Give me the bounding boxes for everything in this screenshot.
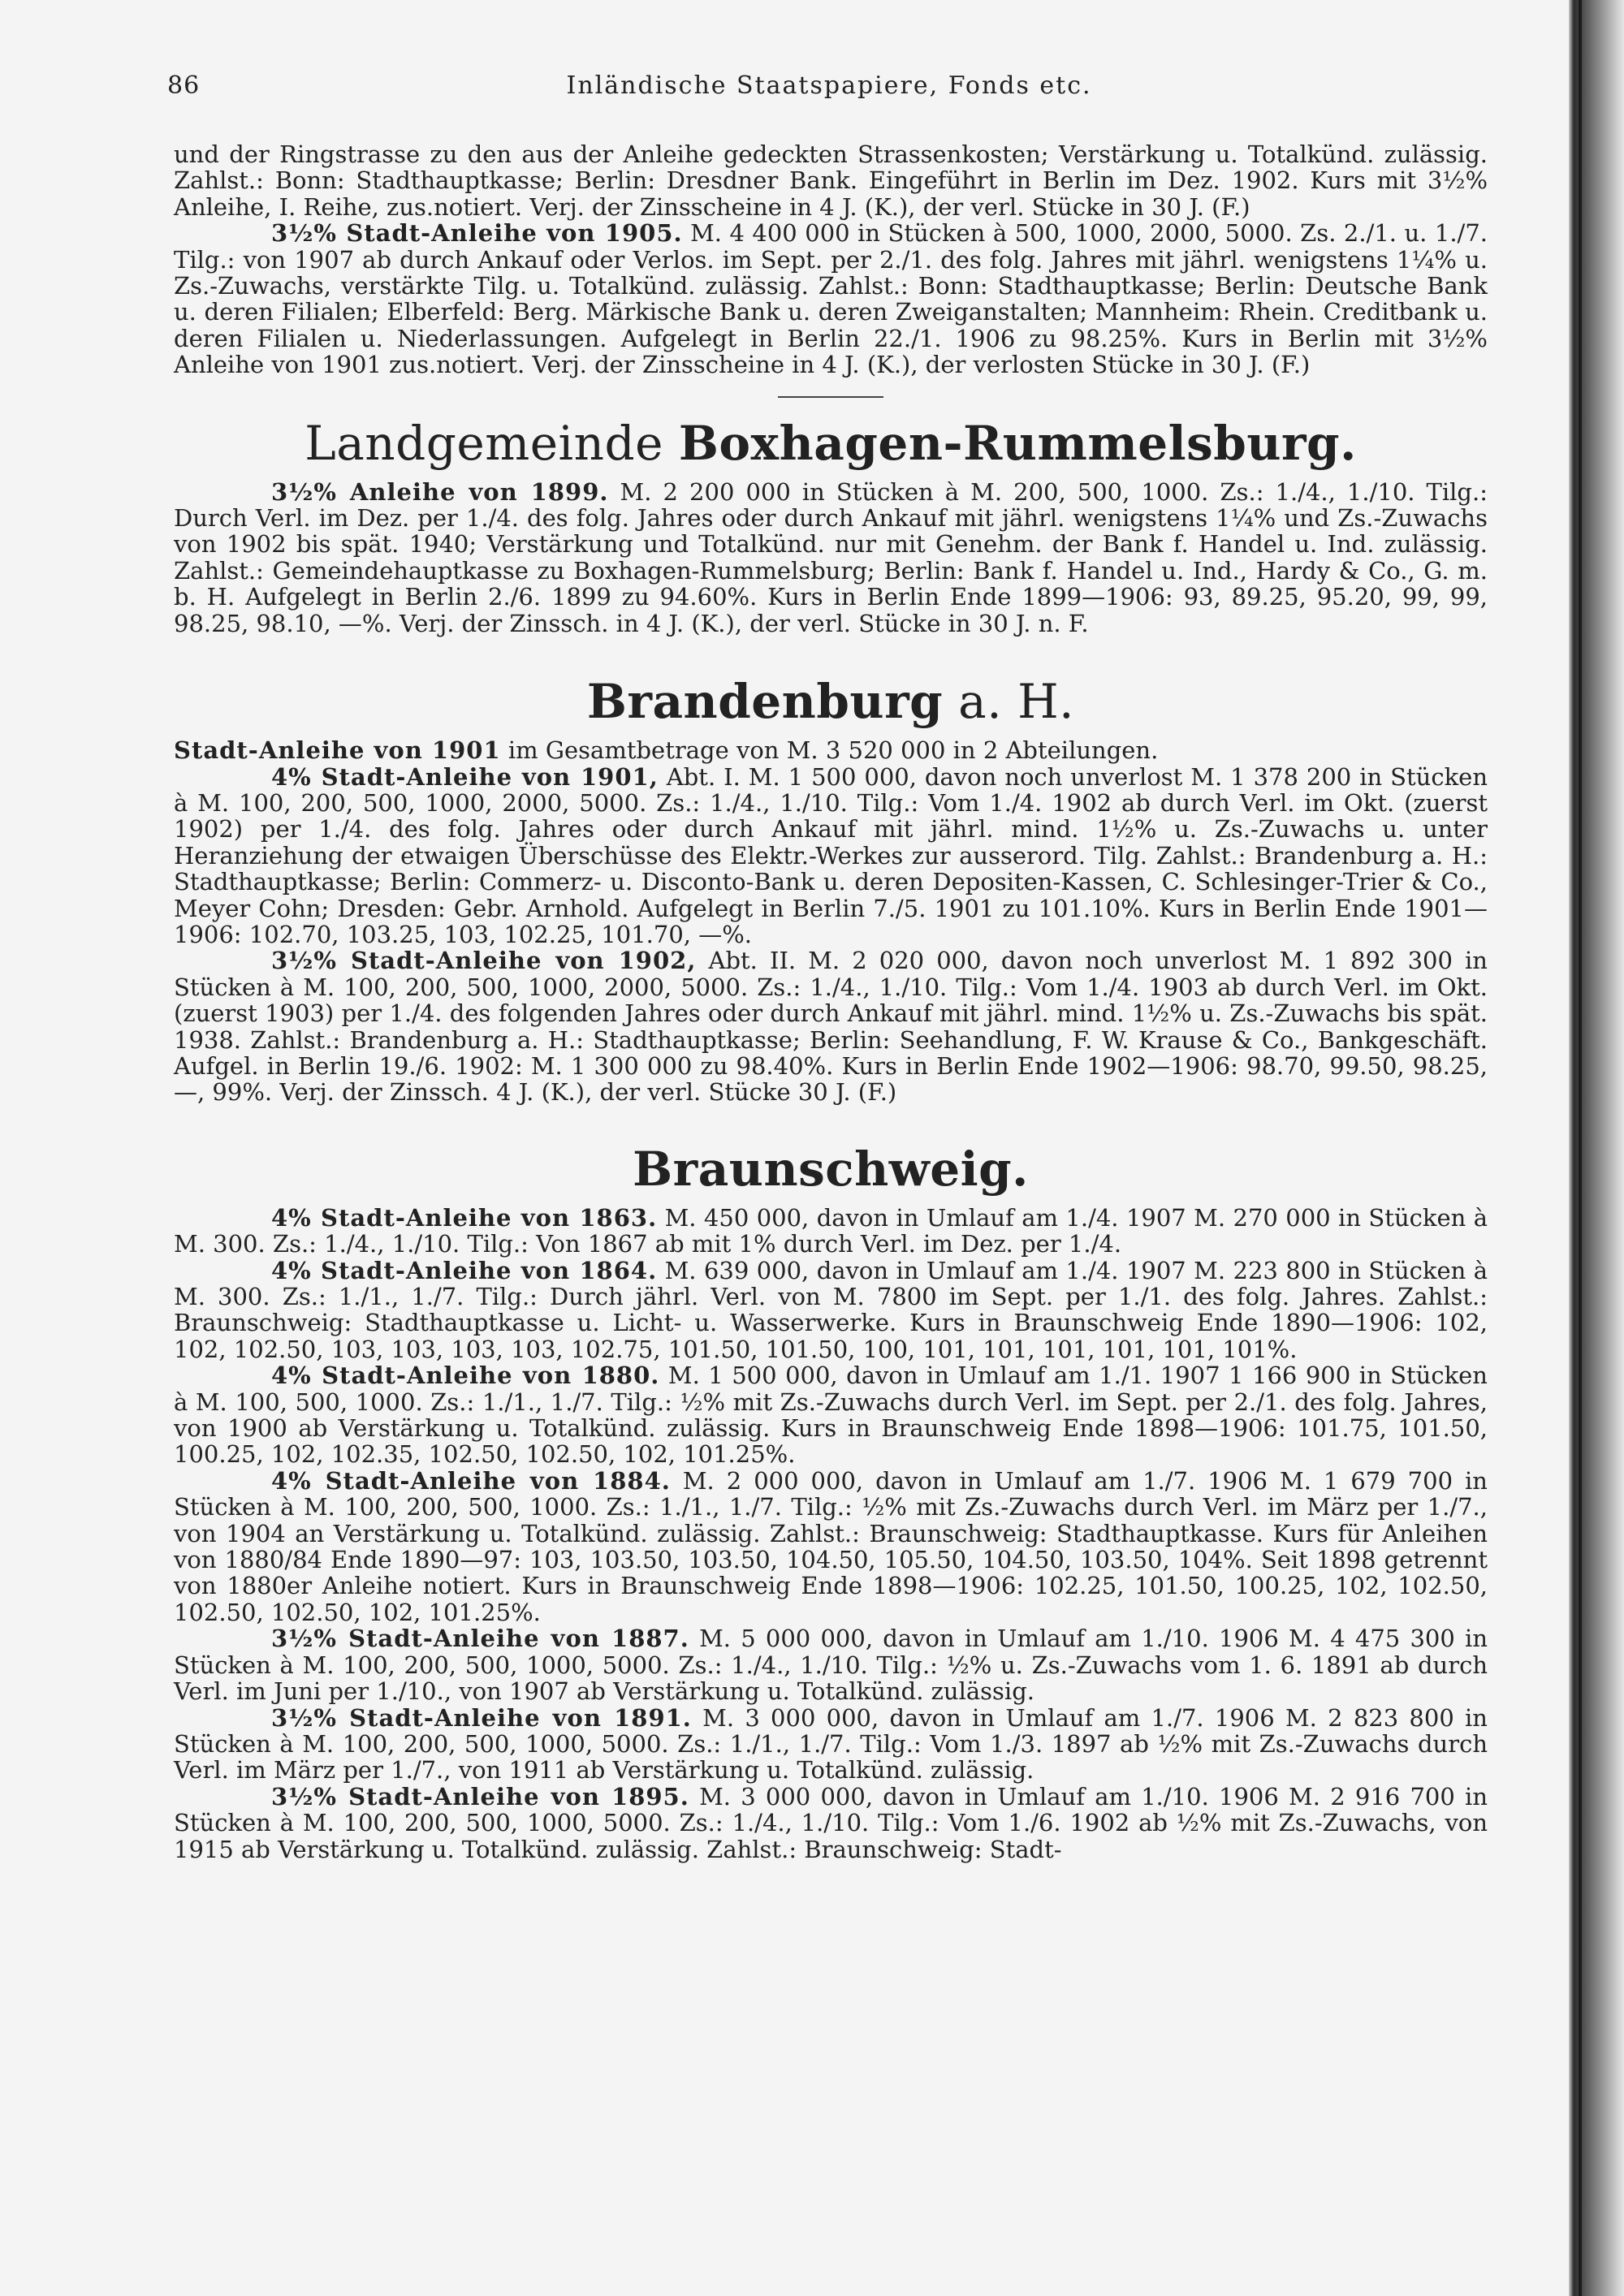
loan-title: 3½% Stadt-Anleihe von 1891. (271, 1703, 692, 1732)
loan-title: 3½% Stadt-Anleihe von 1887. (271, 1625, 689, 1653)
loan-entry (174, 1784, 1488, 1862)
loan-title: 3½% Anleihe von 1899. (271, 477, 609, 506)
loan-text: M. 2 000 000, davon in Umlauf am 1./7. 1906 M. 1 679 700 in Stücken à M. 100, 200, 500, 1000. Zs.: 1./1., 1./7. Tilg.: ½% mit Zs.-Zuwachs durch Verl. im März per 1./7., von 1904 an Verstärkung u. Totalkünd. zulässig. Zahlst.: Braunschweig: Stadthauptkasse. Kurs für Anleihen von 1880/84 Ende 1890—97: 103, 103.50, 103.50, 104.50, 105.50, 104.50, 103.50, 104%. Seit 1898 getrennt von 1880er Anleihe notiert. Kurs in Braunschweig Ende 1898—1906: 102.25, 101.50, 100.25, 102, 102.50, 102.50, 102.50, 102, 101.25%. (174, 1466, 1488, 1626)
loan-entry (174, 1625, 1488, 1704)
loan-entry (174, 1705, 1488, 1784)
section-heading-braunschweig (174, 1143, 1488, 1195)
heading-suffix: a. H. (943, 674, 1075, 730)
loan-entry (174, 220, 1488, 378)
section-divider (778, 396, 883, 398)
loan-entry (174, 764, 1488, 948)
continued-paragraph: und der Ringstrasse zu den aus der Anleihe gedeckten Strassenkosten; Verstärkung u. Totalkünd. zulässig. Zahlst.: Bonn: Stadthauptkasse; Berlin: Dresdner Bank. Eingeführt in Berlin im Dez. 1902. Kurs mit 3½% Anleihe, I. Reihe, zus.notiert. Verj. der Zinsscheine in 4 J. (K.), der verl. Stücke in 30 J. (F.) (174, 140, 1488, 221)
loan-text: M. 5 000 000, davon in Umlauf am 1./10. 1906 M. 4 475 300 in Stücken à M. 100, 200, 500, 1000, 5000. Zs.: 1./4., 1./10. Tilg.: ½% u. Zs.-Zuwachs vom 1. 6. 1891 ab durch Verl. im Juni per 1./10., von 1907 ab Verstärkung u. Totalkünd. zulässig. (174, 1625, 1488, 1706)
page-body (174, 141, 1488, 1862)
heading-main: Braunschweig. (633, 1141, 1029, 1197)
running-header (167, 71, 1491, 112)
loan-entry (174, 1258, 1488, 1363)
heading-main: Brandenburg (586, 674, 944, 730)
loan-text: M. 3 000 000, davon in Umlauf am 1./10. 1906 M. 2 916 700 in Stücken à M. 100, 200, 500, 1000, 5000. Zs.: 1./4., 1./10. Tilg.: Vom 1./6. 1902 ab ½% mit Zs.-Zuwachs, von 1915 ab Verstärkung u. Totalkünd. zulässig. Zahlst.: Braunschweig: Stadt- (174, 1782, 1488, 1863)
page-edge-line (1579, 0, 1582, 2296)
loan-entry (174, 1205, 1488, 1258)
loan-text: M. 1 500 000, davon in Umlauf am 1./1. 1907 1 166 900 in Stücken à M. 100, 500, 1000. Zs.: 1./1., 1./7. Tilg.: ½% mit Zs.-Zuwachs durch Verl. im Sept. per 2./1. des folg. Jahres, von 1900 ab Verstärkung u. Totalkünd. zulässig. Kurs in Braunschweig Ende 1898—1906: 101.75, 101.50, 100.25, 102, 102.35, 102.50, 102.50, 102, 101.25%. (174, 1362, 1488, 1469)
loan-title: 3½% Stadt-Anleihe von 1895. (271, 1782, 689, 1810)
loan-summary (174, 737, 1488, 763)
loan-text: M. 4 400 000 in Stücken à 500, 1000, 2000, 5000. Zs. 2./1. u. 1./7. Tilg.: von 1907 ab durch Ankauf oder Verlos. im Sept. per 2./1. des folg. Jahres mit jährl. wenigstens 1¼% u. Zs.-Zuwachs, verstärkte Tilg. u. Totalkünd. zulässig. Zahlst.: Bonn: Stadthauptkasse; Berlin: Deutsche Bank u. deren Filialen; Elberfeld: Berg. Märkische Bank u. deren Zweiganstalten; Mannheim: Rhein. Creditbank u. deren Filialen u. Niederlassungen. Aufgelegt in Berlin 22./1. 1906 zu 98.25%. Kurs in Berlin mit 3½% Anleihe von 1901 zus.notiert. Verj. der Zinsscheine in 4 J. (K.), der verlosten Stücke in 30 J. (F.) (174, 219, 1488, 379)
loan-text: Abt. I. M. 1 500 000, davon noch unverlost M. 1 378 200 in Stücken à M. 100, 200, 500, 1000, 2000, 5000. Zs.: 1./4., 1./10. Tilg.: Vom 1./4. 1902 ab durch Verl. im Okt. (zuerst 1902) per 1./4. des folg. Jahres oder durch Ankauf mit jährl. mind. 1½% u. Zs.-Zuwachs u. unter Heranziehung der etwaigen Überschüsse des Elektr.-Werkes zur ausserord. Tilg. Zahlst.: Brandenburg a. H.: Stadthauptkasse; Berlin: Commerz- u. Disconto-Bank u. deren Depositen-Kassen, C. Schlesinger-Trier & Co., Meyer Cohn; Dresden: Gebr. Arnhold. Aufgelegt in Berlin 7./5. 1901 zu 101.10%. Kurs in Berlin Ende 1901—1906: 102.70, 103.25, 103, 102.25, 101.70, —%. (174, 762, 1488, 948)
loan-title: 4% Stadt-Anleihe von 1884. (271, 1466, 671, 1495)
loan-title: 4% Stadt-Anleihe von 1863. (271, 1203, 658, 1232)
loan-entry (174, 1468, 1488, 1625)
loan-entry (174, 1362, 1488, 1468)
loan-text: M. 639 000, davon in Umlauf am 1./4. 1907 M. 223 800 in Stücken à M. 300. Zs.: 1./1., 1./7. Tilg.: Durch jährl. Verl. von M. 7800 im Sept. per 1./1. des folg. Jahres. Zahlst.: Braunschweig: Stadthauptkasse u. Licht- u. Wasserwerke. Kurs in Braunschweig Ende 1890—1906: 102, 102, 102.50, 103, 103, 103, 103, 102.75, 101.50, 101.50, 100, 101, 101, 101, 101, 101, 101%. (174, 1256, 1488, 1363)
heading-main: Boxhagen-Rummelsburg. (678, 415, 1357, 471)
loan-text: M. 2 200 000 in Stücken à M. 200, 500, 1000. Zs.: 1./4., 1./10. Tilg.: Durch Verl. im Dez. per 1./4. des folg. Jahres oder durch Ankauf mit jährl. wenigstens 1¼% und Zs.-Zuwachs von 1902 bis spät. 1940; Verstärkung und Totalkünd. nur mit Genehm. der Bank f. Handel u. Ind. zulässig. Zahlst.: Gemeindehauptkasse zu Boxhagen-Rummelsburg; Berlin: Bank f. Handel u. Ind., Hardy & Co., G. m. b. H. Aufgelegt in Berlin 2./6. 1899 zu 94.60%. Kurs in Berlin Ende 1899—1906: 93, 89.25, 95.20, 99, 99, 98.25, 98.10, —%. Verj. der Zinssch. in 4 J. (K.), der verl. Stücke in 30 J. n. F. (174, 477, 1488, 637)
loan-entry (174, 947, 1488, 1105)
section-heading-brandenburg (174, 674, 1488, 730)
running-title: Inländische Staatspapiere, Fonds etc. (566, 71, 1092, 100)
loan-title: 4% Stadt-Anleihe von 1901, (271, 762, 659, 791)
loan-title: 4% Stadt-Anleihe von 1880. (271, 1362, 660, 1390)
loan-entry (174, 479, 1488, 637)
heading-prefix: Landgemeinde (304, 415, 663, 471)
loan-text: im Gesamtbetrage von M. 3 520 000 in 2 Abteilungen. (500, 736, 1159, 765)
page-edge-shadow (1569, 0, 1624, 2296)
loan-title: 4% Stadt-Anleihe von 1864. (271, 1256, 658, 1284)
loan-text: M. 450 000, davon in Umlauf am 1./4. 1907 M. 270 000 in Stücken à M. 300. Zs.: 1./4., 1./10. Tilg.: Von 1867 ab mit 1% durch Verl. im Dez. per 1./4. (174, 1203, 1488, 1258)
loan-title: Stadt-Anleihe von 1901 (174, 736, 501, 765)
section-heading-boxhagen (174, 417, 1488, 469)
loan-text: M. 3 000 000, davon in Umlauf am 1./7. 1906 M. 2 823 800 in Stücken à M. 100, 200, 500, 1000, 5000. Zs.: 1./1., 1./7. Tilg.: Vom 1./3. 1897 ab ½% mit Zs.-Zuwachs durch Verl. im März per 1./7., von 1911 ab Verstärkung u. Totalkünd. zulässig. (174, 1703, 1488, 1785)
loan-title: 3½% Stadt-Anleihe von 1902, (271, 947, 697, 975)
loan-title: 3½% Stadt-Anleihe von 1905. (271, 219, 683, 248)
page-number: 86 (167, 71, 201, 100)
loan-text: Abt. II. M. 2 020 000, davon noch unverlost M. 1 892 300 in Stücken à M. 100, 200, 500, 1000, 2000, 5000. Zs.: 1./4., 1./10. Tilg.: Vom 1./4. 1903 ab durch Verl. im Okt. (zuerst 1903) per 1./4. des folgenden Jahres oder durch Ankauf mit jährl. mind. 1½% u. Zs.-Zuwachs bis spät. 1938. Zahlst.: Brandenburg a. H.: Stadthauptkasse; Berlin: Seehandlung, F. W. Krause & Co., Bankgeschäft. Aufgel. in Berlin 19./6. 1902: M. 1 300 000 zu 98.40%. Kurs in Berlin Ende 1902—1906: 98.70, 99.50, 98.25, —, 99%. Verj. der Zinssch. 4 J. (K.), der verl. Stücke 30 J. (F.) (174, 947, 1488, 1107)
